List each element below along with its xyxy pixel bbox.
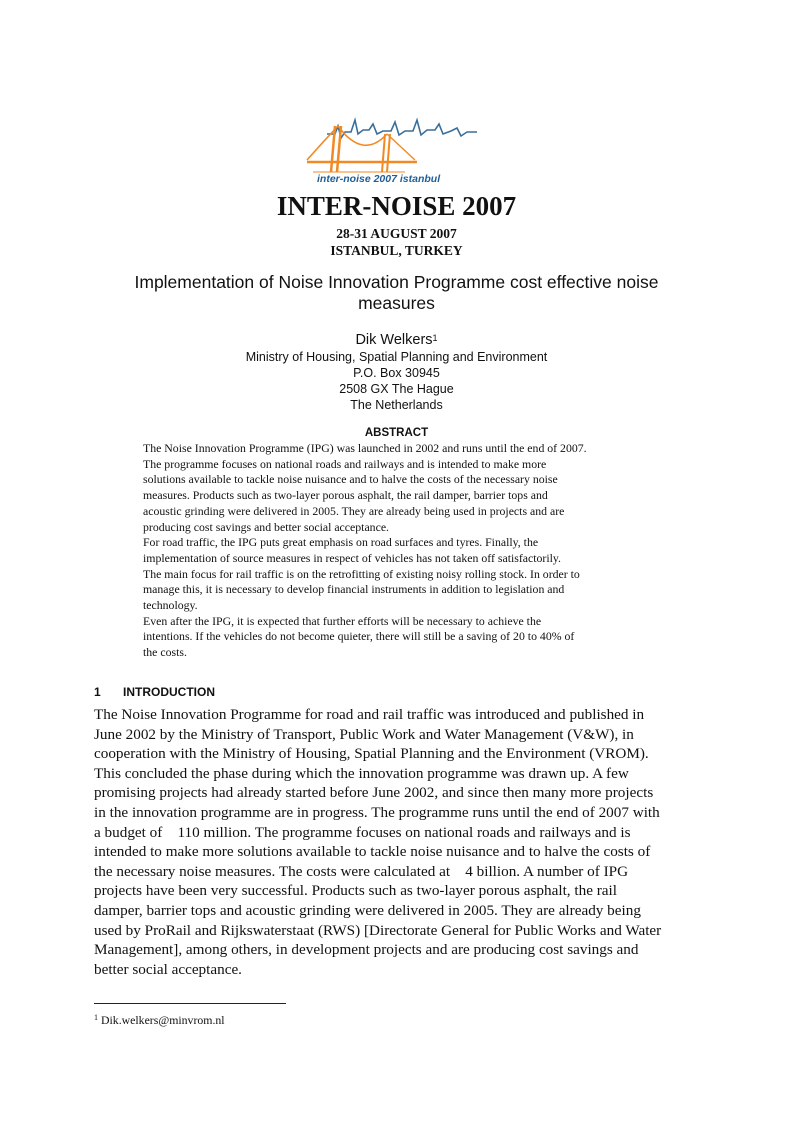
abstract-line: acoustic grinding were delivered in 2005. They are already being used in projects and are	[143, 503, 565, 518]
body-line: used by ProRail and Rijkswaterstaat (RWS) [Directorate General for Public Works and Water	[94, 921, 662, 939]
abstract-line: measures. Products such as two-layer porous asphalt, the rail damper, barrier tops and	[143, 488, 548, 503]
abstract-line: Even after the IPG, it is expected that further efforts will be necessary to achieve the	[143, 613, 542, 628]
body-line: better social acceptance.	[94, 960, 242, 978]
abstract-line: The main focus for rail traffic is on the retrofitting of existing noisy rolling stock. In order to	[143, 566, 580, 581]
author	[0, 331, 793, 349]
abstract-body	[143, 441, 663, 661]
abstract-line: the costs.	[143, 645, 187, 660]
abstract-line: implementation of source measures in respect of vehicles has not taken off satisfactorily.	[143, 550, 561, 565]
abstract-line: The Noise Innovation Programme (IPG) was launched in 2002 and runs until the end of 2007.	[143, 441, 587, 455]
section-body	[94, 705, 704, 979]
conference-logo	[305, 112, 495, 184]
body-line: promising projects had already started before June 2002, and since then many more projects	[94, 784, 654, 802]
abstract-line: For road traffic, the IPG puts great emphasis on road surfaces and tyres. Finally, the	[143, 535, 539, 550]
author-name: Dik Welkers	[355, 332, 433, 348]
body-line: the necessary noise measures. The costs were calculated at 4 billion. A number of IPG	[94, 862, 629, 880]
section-title: INTRODUCTION	[123, 685, 215, 699]
footnote	[94, 1013, 225, 1027]
logo-text: inter-noise 2007 istanbul	[317, 173, 441, 184]
conference-title: INTER-NOISE 2007	[276, 191, 517, 221]
body-line: projects have been very successful. Products such as two-layer porous asphalt, the rail	[94, 882, 617, 900]
sound-waveform	[327, 120, 477, 138]
body-line: a budget of 110 million. The programme focuses on national roads and railways and is	[94, 823, 631, 841]
author-footnote-mark: 1	[432, 333, 438, 343]
paper-title: Implementation of Noise Innovation Programme cost effective noise measures	[134, 272, 659, 313]
abstract-line: solutions available to tackle noise nuisance and to halve the costs of the necessary noise	[143, 472, 558, 487]
abstract-line: producing cost savings and better social acceptance.	[143, 519, 390, 534]
conference-location: ISTANBUL, TURKEY	[330, 243, 463, 258]
affiliation-line: 2508 GX The Hague	[339, 382, 454, 396]
affiliation-line: Ministry of Housing, Spatial Planning and Environment	[245, 350, 548, 364]
footnote-email[interactable]: Dik.welkers@minvrom.nl	[101, 1013, 225, 1027]
body-line: in the innovation programme are in progress. The programme runs until the end of 2007 with	[94, 803, 660, 821]
section-number: 1	[94, 685, 101, 699]
footnote-divider	[94, 1003, 286, 1004]
abstract-line: technology.	[143, 598, 198, 613]
conference-dates: 28-31 AUGUST 2007	[336, 226, 457, 241]
abstract-line: The programme focuses on national roads and railways and is intended to make more	[143, 456, 547, 471]
abstract-line: intentions. If the vehicles do not become quieter, there will still be a saving of 20 to 40% of	[143, 629, 575, 644]
section-heading	[94, 685, 215, 699]
abstract-heading: ABSTRACT	[364, 427, 429, 439]
bridge-logo-graphic	[305, 112, 495, 184]
body-line: cooperation with the Ministry of Housing, Spatial Planning and the Environment (VROM).	[94, 745, 649, 763]
footnote-mark: 1	[94, 1013, 98, 1022]
body-line: This concluded the phase during which the innovation programme was drawn up. A few	[94, 764, 629, 782]
abstract-line: manage this, it is necessary to develop financial instruments in addition to legislation and	[143, 582, 565, 597]
body-line: damper, barrier tops and acoustic grinding were delivered in 2005. They are already being	[94, 901, 641, 919]
body-line: The Noise Innovation Programme for road and rail traffic was introduced and published in	[94, 706, 645, 723]
body-line: intended to make more solutions available to tackle noise nuisance and to halve the costs of	[94, 843, 651, 861]
affiliation-line: P.O. Box 30945	[353, 366, 440, 380]
affiliation-line: The Netherlands	[350, 398, 443, 412]
body-line: Management], among others, in development projects and are producing cost savings and	[94, 941, 639, 959]
body-line: June 2002 by the Ministry of Transport, Public Work and Water Management (V&W), in	[94, 725, 634, 743]
